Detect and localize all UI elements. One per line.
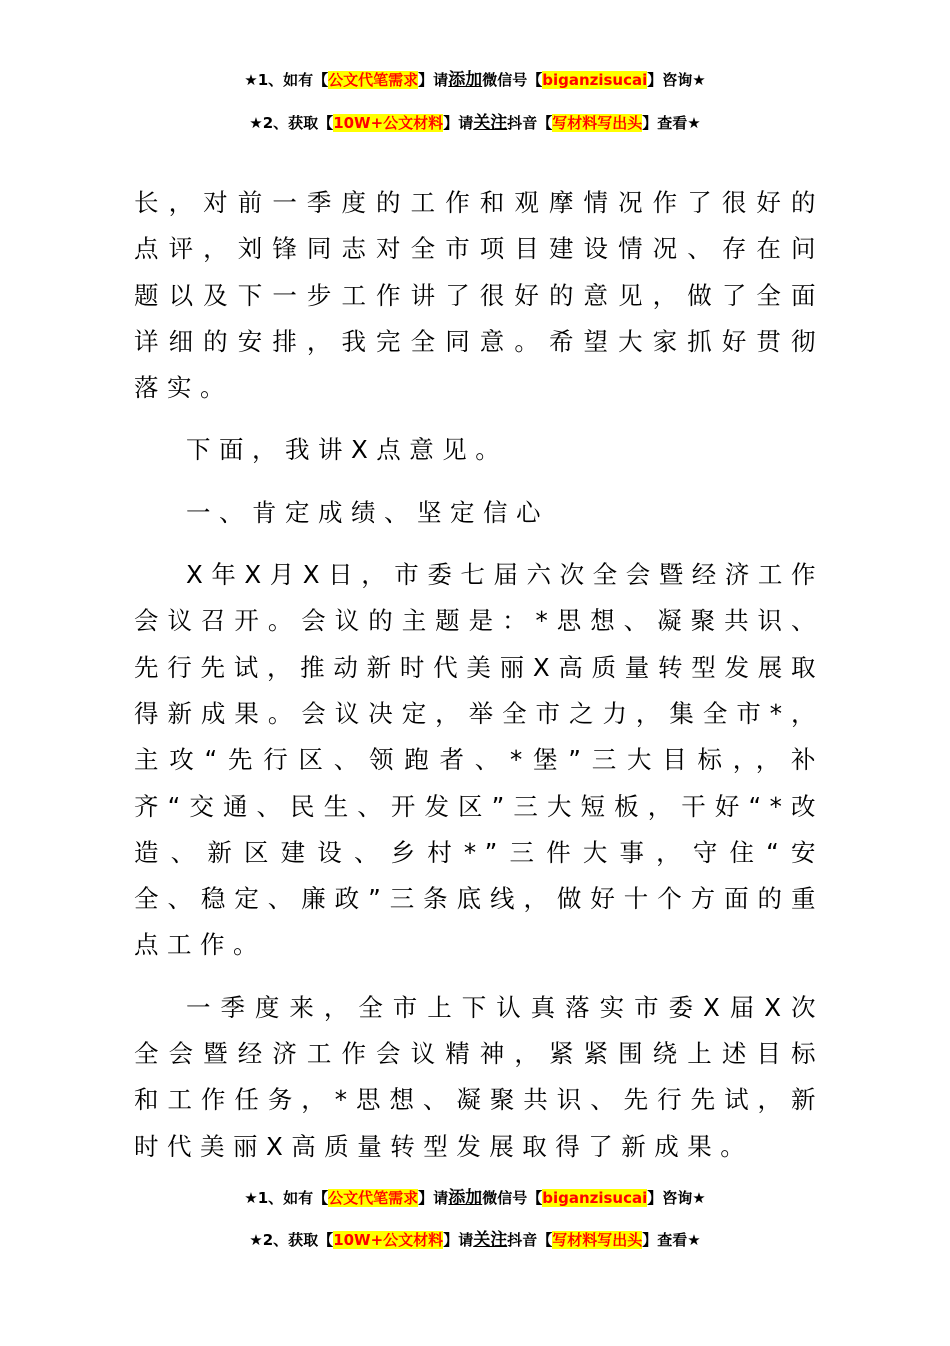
- banner-text: 抖音【: [507, 114, 553, 132]
- banner-text: 】请: [443, 114, 474, 132]
- highlight-douyin-id: 写材料写出头: [552, 1231, 643, 1249]
- underlined-text: 添加: [448, 1188, 483, 1208]
- underlined-text: 关注: [473, 1230, 508, 1250]
- section-heading: 一、肯定成绩、坚定信心: [186, 497, 549, 527]
- banner-text: 】请: [443, 1231, 474, 1249]
- banner-text: 】请: [418, 71, 449, 89]
- header-ad-line-1: [0, 70, 950, 90]
- highlight-service: 公文代笔需求: [328, 1189, 419, 1207]
- banner-text: 】咨询★: [647, 1189, 706, 1207]
- footer-ad-line-2: [0, 1230, 950, 1250]
- highlight-materials: 10W+公文材料: [333, 1231, 444, 1249]
- footer-ad-line-1: [0, 1188, 950, 1208]
- banner-text: 】请: [418, 1189, 449, 1207]
- banner-text: ★1、如有【: [244, 71, 329, 89]
- highlight-materials: 10W+公文材料: [333, 114, 444, 132]
- banner-text: 】查看★: [642, 114, 701, 132]
- paragraph-intro: 下面，我讲X点意见。: [186, 435, 509, 465]
- underlined-text: 关注: [473, 113, 508, 133]
- highlight-wechat-id: biganzisucai: [542, 71, 648, 89]
- banner-text: 】查看★: [642, 1231, 701, 1249]
- paragraph-progress: 一季度来，全市上下认真落实市委X届X次全会暨经济工作会议精神，紧紧围绕上述目标和工作任务，*思想、凝聚共识、先行先试，新时代美丽X高质量转型发展取得了新成果。: [134, 992, 824, 1161]
- document-body: [134, 180, 824, 1170]
- banner-text: 抖音【: [507, 1231, 553, 1249]
- banner-text: 微信号【: [482, 71, 543, 89]
- paragraph-meeting: X年X月X日，市委七届六次全会暨经济工作会议召开。会议的主题是：*思想、凝聚共识、先行先试，推动新时代美丽X高质量转型发展取得新成果。会议决定，举全市之力，集全市*，主攻“先行区、领跑者、*堡”三大目标，，补齐“交通、民生、开发区”三大短板，干好“*改造、新区建设、乡村*”三件大事，守住“安全、稳定、廉政”三条底线，做好十个方面的重点工作。: [134, 560, 824, 960]
- paragraph-continuation: 长，对前一季度的工作和观摩情况作了很好的点评，刘锋同志对全市项目建设情况、存在问题以及下一步工作讲了很好的意见，做了全面详细的安排，我完全同意。希望大家抓好贯彻落实。: [134, 188, 824, 403]
- header-ad-line-2: [0, 113, 950, 133]
- banner-text: ★2、获取【: [249, 1231, 334, 1249]
- banner-text: 】咨询★: [647, 71, 706, 89]
- banner-text: ★2、获取【: [249, 114, 334, 132]
- underlined-text: 添加: [448, 70, 483, 90]
- banner-text: ★1、如有【: [244, 1189, 329, 1207]
- banner-text: 微信号【: [482, 1189, 543, 1207]
- highlight-service: 公文代笔需求: [328, 71, 419, 89]
- highlight-wechat-id: biganzisucai: [542, 1189, 648, 1207]
- highlight-douyin-id: 写材料写出头: [552, 114, 643, 132]
